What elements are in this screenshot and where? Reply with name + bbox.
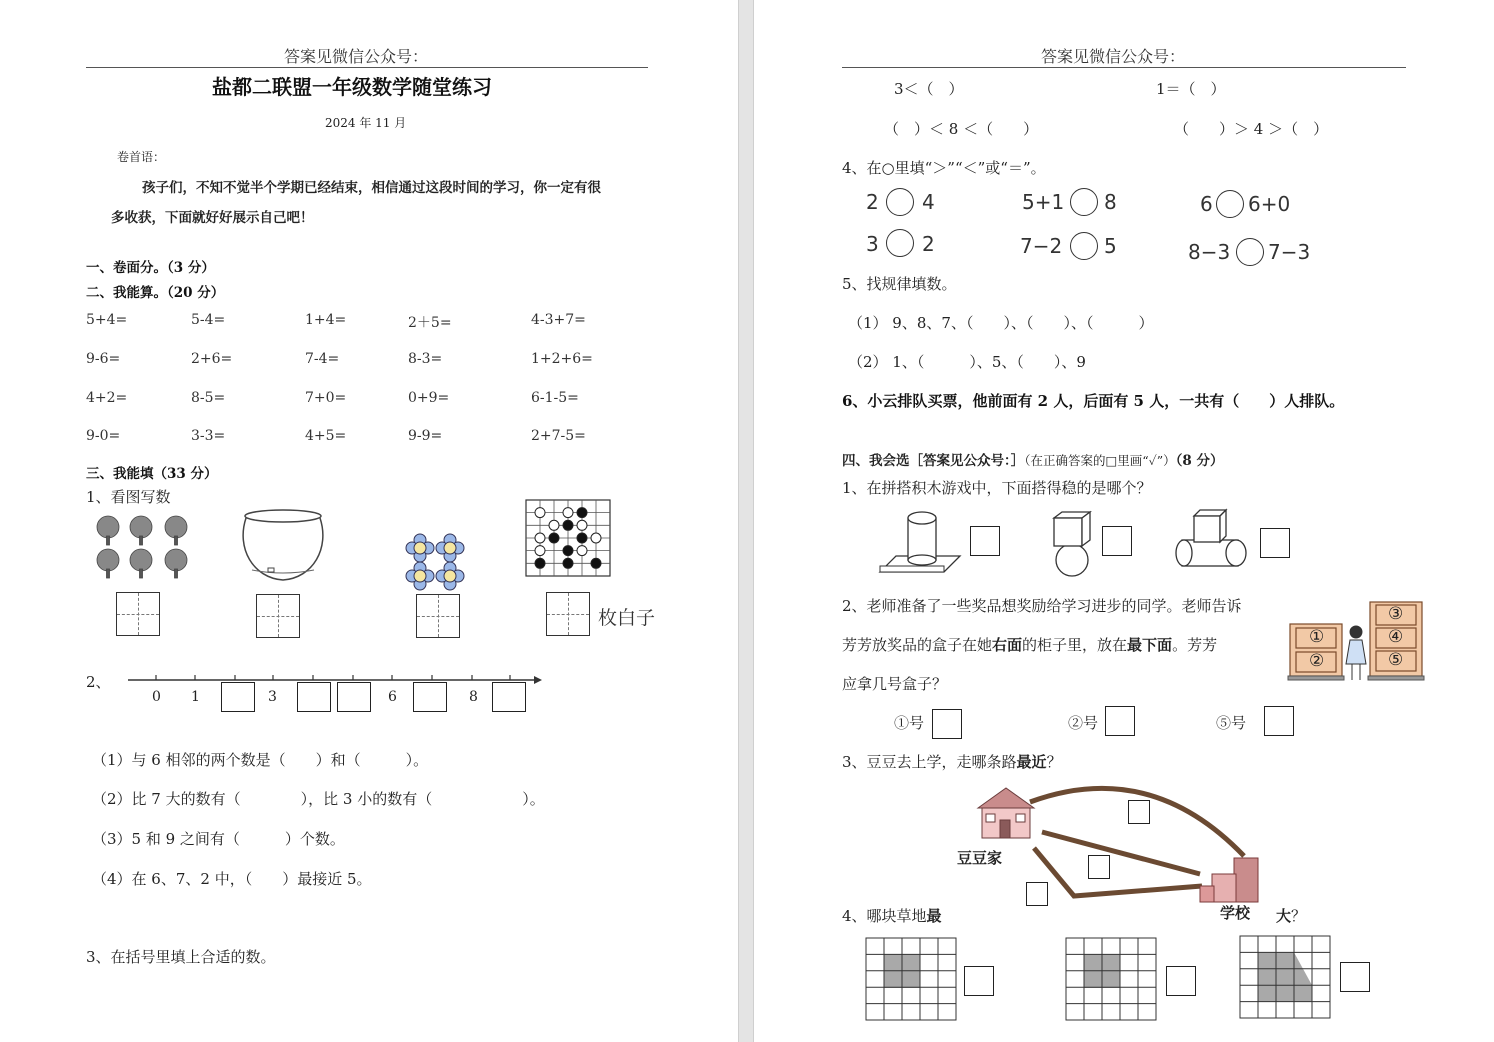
cmp-left: 6 — [1200, 192, 1213, 216]
question-5-2: （2） 1、（ ）、5、（ ）、9 — [848, 353, 1086, 371]
cmp-right: 5 — [1104, 234, 1117, 258]
page-gutter — [738, 0, 754, 1042]
cabinet-label-1: ① — [1309, 627, 1325, 647]
nl-label-6: 6 — [388, 689, 397, 705]
cabinet-label-2: ② — [1309, 651, 1325, 671]
calc-item: 2+7-5= — [531, 428, 586, 444]
c3-part: 3、豆豆去上学，走哪条路 — [842, 753, 1017, 771]
cmp-right: 8 — [1104, 190, 1117, 214]
choice-2-line-3: 应拿几号盒子？ — [842, 675, 948, 693]
c2-emph-right: 右面 — [992, 636, 1023, 654]
header-rule-right — [842, 67, 1406, 68]
question-2-label: 2、 — [86, 673, 111, 691]
fill-row-2a: （ ）＜ 8 ＜（ ） — [884, 120, 1039, 138]
right-page — [754, 0, 1494, 1042]
question-2-1: （1）与 6 相邻的两个数是（ ）和（ ）。 — [92, 751, 429, 769]
choice-2-line-1: 2、老师准备了一些奖品想奖励给学习进步的同学。老师告诉 — [842, 597, 1242, 615]
question-2-3: （3）5 和 9 之间有（ ）个数。 — [92, 830, 345, 848]
calc-item: 5-4= — [191, 312, 226, 328]
choice-4-question-a — [842, 905, 942, 926]
question-1-label: 1、看图写数 — [86, 488, 171, 506]
option-box-5-label: ⑤号 — [1216, 714, 1247, 732]
calc-item: 9-9= — [408, 428, 443, 444]
school-label: 学校 — [1220, 904, 1251, 922]
fishbowl-picture — [238, 508, 328, 584]
section-2-title: 二、我能算。（20 分） — [86, 285, 225, 301]
exam-date: 2024 年 11 月 — [325, 116, 407, 130]
c2-part: 的柜子里，放在 — [1022, 636, 1128, 654]
fill-row-1a: 3＜（ ） — [894, 80, 964, 98]
calc-item: 8-3= — [408, 351, 443, 367]
section-4-note: （在正确答案的□里画“✓”） — [1024, 453, 1176, 468]
question-4-label: 4、在○里填“＞”“＜”或“＝”。 — [842, 159, 1046, 177]
option-box-1-checkbox[interactable] — [932, 709, 962, 739]
left-page — [0, 0, 738, 1042]
question-3-label: 3、在括号里填上合适的数。 — [86, 948, 276, 966]
calc-item: 9-0= — [86, 428, 121, 444]
compare-circle[interactable] — [886, 188, 914, 216]
c4-part: 4、哪块草地 — [842, 907, 927, 925]
flowers-picture — [404, 532, 468, 592]
go-board-picture — [526, 500, 610, 576]
choice-1-checkbox-a[interactable] — [970, 526, 1000, 556]
section-3-title: 三、我能填（33 分） — [86, 466, 218, 482]
question-5-label: 5、找规律填数。 — [842, 275, 957, 293]
cmp-left: 8−3 — [1188, 240, 1231, 264]
section-4-title — [842, 449, 1224, 469]
preface-line-2: 多收获，下面就好好展示自己吧！ — [111, 210, 314, 226]
cabinet-label-5: ⑤ — [1388, 650, 1404, 670]
question-6: 6、小云排队买票，他前面有 2 人，后面有 5 人，一共有（ ）人排队。 — [842, 392, 1345, 410]
compare-circle[interactable] — [886, 229, 914, 257]
section-4-score: （8 分） — [1175, 453, 1224, 469]
grass-grid-c — [1240, 936, 1330, 1018]
calc-item: 4+5= — [305, 428, 347, 444]
compare-circle[interactable] — [1216, 190, 1244, 218]
choice-1-checkbox-c[interactable] — [1260, 528, 1290, 558]
calc-item: 1+4= — [305, 312, 347, 328]
cmp-left: 5+1 — [1022, 190, 1065, 214]
option-box-5-checkbox[interactable] — [1264, 706, 1294, 736]
calc-item: 8-5= — [191, 390, 226, 406]
c4-part: ？ — [1291, 907, 1307, 925]
cube-on-cylinder-picture — [1174, 508, 1250, 568]
grass-a-checkbox[interactable] — [964, 966, 994, 996]
cabinet-label-4: ④ — [1388, 627, 1404, 647]
nl-label-8: 8 — [469, 689, 478, 705]
nl-answer-box-9[interactable] — [492, 682, 526, 712]
calc-item: 2+6= — [191, 351, 233, 367]
calc-item: 1+2+6= — [531, 351, 593, 367]
nl-label-3: 3 — [268, 689, 277, 705]
c2-emph-bottom: 最下面 — [1127, 636, 1173, 654]
choice-4-question-b — [1276, 905, 1306, 926]
c4-emph: 最 — [926, 907, 942, 925]
calc-item: 2＋5= — [408, 315, 452, 331]
c3-part: ？ — [1046, 753, 1062, 771]
grass-b-checkbox[interactable] — [1166, 966, 1196, 996]
nl-label-0: 0 — [152, 689, 161, 705]
route-bottom-checkbox[interactable] — [1026, 882, 1048, 906]
header-rule — [86, 67, 648, 68]
fill-row-1b: 1＝（ ） — [1156, 80, 1226, 98]
choice-1-question: 1、在拼搭积木游戏中，下面搭得稳的是哪个？ — [842, 479, 1152, 497]
option-box-2-checkbox[interactable] — [1105, 706, 1135, 736]
c4-emph: 大 — [1276, 907, 1292, 925]
answer-grid-trees[interactable] — [116, 592, 160, 636]
cmp-right: 4 — [922, 190, 935, 214]
nl-answer-box-5[interactable] — [337, 682, 371, 712]
compare-circle[interactable] — [1070, 188, 1098, 216]
home-label: 豆豆家 — [957, 849, 1003, 867]
cmp-left: 2 — [866, 190, 879, 214]
cmp-left: 7−2 — [1020, 234, 1063, 258]
calc-item: 0+9= — [408, 390, 450, 406]
compare-circle[interactable] — [1236, 238, 1264, 266]
cylinder-on-board-picture — [880, 510, 962, 574]
fill-row-2b: （ ）＞ 4 ＞（ ） — [1174, 120, 1329, 138]
cmp-right: 2 — [922, 232, 935, 256]
nl-answer-box-2[interactable] — [221, 682, 255, 712]
cmp-left: 3 — [866, 232, 879, 256]
grass-grid-a — [866, 938, 956, 1020]
nl-label-1: 1 — [191, 689, 200, 705]
section-1-title: 一、卷面分。（3 分） — [86, 260, 215, 276]
calc-item: 7-4= — [305, 351, 340, 367]
c3-emph: 最近 — [1016, 753, 1047, 771]
calc-item: 4-3+7= — [531, 312, 586, 328]
preface-line-1: 孩子们，不知不觉半个学期已经结束，相信通过这段时间的学习，你一定有很 — [142, 180, 601, 196]
calc-item: 4+2= — [86, 390, 128, 406]
section-4-bold: 四、我会选［答案见公众号：］ — [842, 453, 1025, 469]
nl-answer-box-4[interactable] — [297, 682, 331, 712]
trees-picture — [90, 512, 196, 582]
calc-item: 9-6= — [86, 351, 121, 367]
cmp-right: 6+0 — [1248, 192, 1291, 216]
calc-item: 5+4= — [86, 312, 128, 328]
cube-on-ball-picture — [1052, 510, 1096, 578]
compare-circle[interactable] — [1070, 232, 1098, 260]
option-box-2-label: ②号 — [1068, 714, 1099, 732]
cabinet-label-3: ③ — [1388, 604, 1404, 624]
header-note: 答案见微信公众号： — [284, 47, 429, 66]
route-middle-checkbox[interactable] — [1088, 855, 1110, 879]
answer-grid-flowers[interactable] — [416, 594, 460, 638]
c2-part: 。芳芳 — [1172, 636, 1218, 654]
cmp-right: 7−3 — [1268, 240, 1311, 264]
answer-grid-fishbowl[interactable] — [256, 594, 300, 638]
question-2-2: （2）比 7 大的数有（ ），比 3 小的数有（ ）。 — [92, 790, 545, 808]
preface-label: 卷首语： — [117, 150, 166, 164]
grass-grid-b — [1066, 938, 1156, 1020]
exam-title: 盐都二联盟一年级数学随堂练习 — [212, 75, 492, 99]
choice-3-question — [842, 751, 1062, 772]
grass-c-checkbox[interactable] — [1340, 962, 1370, 992]
question-5-1: （1） 9、8、7、（ ）、（ ）、（ ） — [848, 314, 1154, 332]
calc-item: 3-3= — [191, 428, 226, 444]
question-2-4: （4）在 6、7、2 中，（ ）最接近 5。 — [92, 870, 372, 888]
c2-part: 芳芳放奖品的盒子在她 — [842, 636, 993, 654]
choice-1-checkbox-b[interactable] — [1102, 526, 1132, 556]
route-top-checkbox[interactable] — [1128, 800, 1150, 824]
calc-item: 7+0= — [305, 390, 347, 406]
answer-grid-stones[interactable] — [546, 592, 590, 636]
choice-2-line-2 — [842, 634, 1217, 655]
header-note-right: 答案见微信公众号： — [1041, 47, 1186, 66]
white-stones-label: 枚白子 — [598, 607, 656, 629]
nl-answer-box-7[interactable] — [413, 682, 447, 712]
calc-item: 6-1-5= — [531, 390, 579, 406]
option-box-1-label: ①号 — [894, 714, 925, 732]
